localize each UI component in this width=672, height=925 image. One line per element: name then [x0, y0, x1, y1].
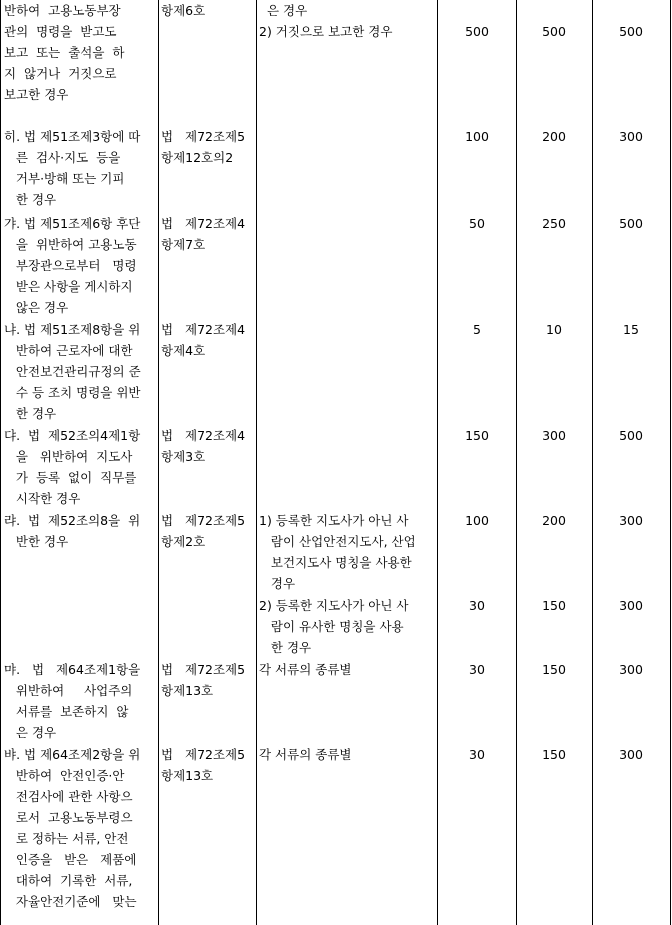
violation-text-line: 위반하여 사업주의 — [4, 683, 133, 698]
violation-text-line: 반하여 근로자에 대한 — [4, 343, 133, 358]
table-border-right — [670, 0, 671, 925]
violation-text-line: 한 경우 — [4, 192, 57, 207]
first-offense-amount: 30 — [469, 662, 485, 677]
first-offense-amount: 30 — [469, 598, 485, 613]
second-offense-amount: 250 — [542, 216, 566, 231]
law-reference-line: 항제4호 — [161, 343, 206, 358]
violation-text-line: 로서 고용노동부령으 — [4, 810, 133, 825]
violation-text-line: 로 정하는 서류, 안전 — [4, 831, 129, 846]
violation-text-line: 반하여 안전인증·안 — [4, 768, 125, 783]
violation-text-line: 보고 또는 출석을 하 — [4, 45, 125, 60]
violation-text-line: 관의 명령을 받고도 — [4, 24, 117, 39]
first-offense-amount: 100 — [465, 513, 489, 528]
violation-text-line: 뱌. 법 제64조제2항을 위 — [4, 747, 141, 762]
law-reference-line: 항제3호 — [161, 449, 206, 464]
second-offense-amount: 150 — [542, 747, 566, 762]
column-divider-2 — [256, 0, 257, 925]
violation-text-line: 전검사에 관한 사항으 — [4, 789, 133, 804]
second-offense-amount: 10 — [546, 322, 562, 337]
law-reference-line: 항제13호 — [161, 683, 214, 698]
detail-text-line: 1) 등록한 지도사가 아닌 사 — [259, 513, 409, 528]
violation-text-line: 을 위반하여 고용노동 — [4, 237, 137, 252]
third-offense-amount: 15 — [623, 322, 639, 337]
column-divider-3 — [437, 0, 438, 925]
detail-text-line: 각 서류의 종류별 — [259, 662, 352, 677]
law-reference-line: 법 제72조제4 — [161, 216, 246, 231]
third-offense-amount: 300 — [619, 513, 643, 528]
detail-text-line: 은 경우 — [259, 3, 308, 18]
violation-text-line: 냐. 법 제51조제8항을 위 — [4, 322, 141, 337]
column-divider-1 — [158, 0, 159, 925]
violation-text-line: 서류를 보존하지 않 — [4, 704, 129, 719]
second-offense-amount: 150 — [542, 662, 566, 677]
third-offense-amount: 500 — [619, 24, 643, 39]
second-offense-amount: 200 — [542, 129, 566, 144]
violation-text-line: 대하여 기록한 서류, — [4, 873, 133, 888]
detail-text-line: 경우 — [259, 576, 296, 591]
violation-text-line: 받은 사항을 게시하지 — [4, 279, 133, 294]
third-offense-amount: 500 — [619, 216, 643, 231]
third-offense-amount: 500 — [619, 428, 643, 443]
first-offense-amount: 100 — [465, 129, 489, 144]
law-reference-line: 항제6호 — [161, 3, 206, 18]
violation-text-line: 지 않거나 거짓으로 — [4, 66, 117, 81]
detail-text-line: 람이 유사한 명칭을 사용 — [259, 619, 404, 634]
column-divider-4 — [516, 0, 517, 925]
violation-text-line: 거부·방해 또는 기피 — [4, 171, 125, 186]
law-reference-line: 법 제72조제5 — [161, 662, 246, 677]
third-offense-amount: 300 — [619, 747, 643, 762]
violation-text-line: 갸. 법 제51조제6항 후단 — [4, 216, 141, 231]
second-offense-amount: 300 — [542, 428, 566, 443]
violation-text-line: 부장관으로부터 명령 — [4, 258, 137, 273]
violation-text-line: 자율안전기준에 맞는 — [4, 894, 137, 909]
law-reference-line: 항제7호 — [161, 237, 206, 252]
law-reference-line: 법 제72조제5 — [161, 129, 246, 144]
first-offense-amount: 500 — [465, 24, 489, 39]
law-reference-line: 항제2호 — [161, 534, 206, 549]
law-reference-line: 항제13호 — [161, 768, 214, 783]
law-reference-line: 법 제72조제5 — [161, 513, 246, 528]
third-offense-amount: 300 — [619, 129, 643, 144]
violation-text-line: 한 경우 — [4, 406, 57, 421]
first-offense-amount: 50 — [469, 216, 485, 231]
violation-text-line: 가 등록 없이 직무를 — [4, 470, 137, 485]
violation-text-line: 인증을 받은 제품에 — [4, 852, 137, 867]
violation-text-line: 은 경우 — [4, 725, 57, 740]
second-offense-amount: 500 — [542, 24, 566, 39]
first-offense-amount: 150 — [465, 428, 489, 443]
violation-text-line: 안전보건관리규정의 준 — [4, 364, 141, 379]
violation-text-line: 반하여 고용노동부장 — [4, 3, 121, 18]
third-offense-amount: 300 — [619, 662, 643, 677]
first-offense-amount: 5 — [473, 322, 481, 337]
second-offense-amount: 200 — [542, 513, 566, 528]
violation-text-line: 보고한 경우 — [4, 87, 69, 102]
detail-text-line: 람이 산업안전지도사, 산업 — [259, 534, 416, 549]
law-reference-line: 법 제72조제5 — [161, 747, 246, 762]
detail-text-line: 보건지도사 명칭을 사용한 — [259, 555, 412, 570]
violation-text-line: 않은 경우 — [4, 300, 69, 315]
second-offense-amount: 150 — [542, 598, 566, 613]
table-border-left — [0, 0, 1, 925]
violation-text-line: 랴. 법 제52조의8을 위 — [4, 513, 141, 528]
detail-text-line: 각 서류의 종류별 — [259, 747, 352, 762]
law-reference-line: 법 제72조제4 — [161, 428, 246, 443]
law-reference-line: 법 제72조제4 — [161, 322, 246, 337]
law-reference-line: 항제12호의2 — [161, 150, 234, 165]
violation-text-line: 을 위반하여 지도사 — [4, 449, 133, 464]
violation-text-line: 수 등 조치 명령을 위반 — [4, 385, 141, 400]
violation-text-line: 히. 법 제51조제3항에 따 — [4, 129, 141, 144]
violation-text-line: 시작한 경우 — [4, 491, 81, 506]
third-offense-amount: 300 — [619, 598, 643, 613]
first-offense-amount: 30 — [469, 747, 485, 762]
detail-text-line: 2) 등록한 지도사가 아닌 사 — [259, 598, 409, 613]
violation-text-line: 먀. 법 제64조제1항을 — [4, 662, 141, 677]
column-divider-5 — [592, 0, 593, 925]
detail-text-line: 한 경우 — [259, 640, 312, 655]
violation-text-line: 댜. 법 제52조의4제1항 — [4, 428, 141, 443]
detail-text-line: 2) 거짓으로 보고한 경우 — [259, 24, 393, 39]
violation-text-line: 른 검사·지도 등을 — [4, 150, 121, 165]
violation-text-line: 반한 경우 — [4, 534, 69, 549]
